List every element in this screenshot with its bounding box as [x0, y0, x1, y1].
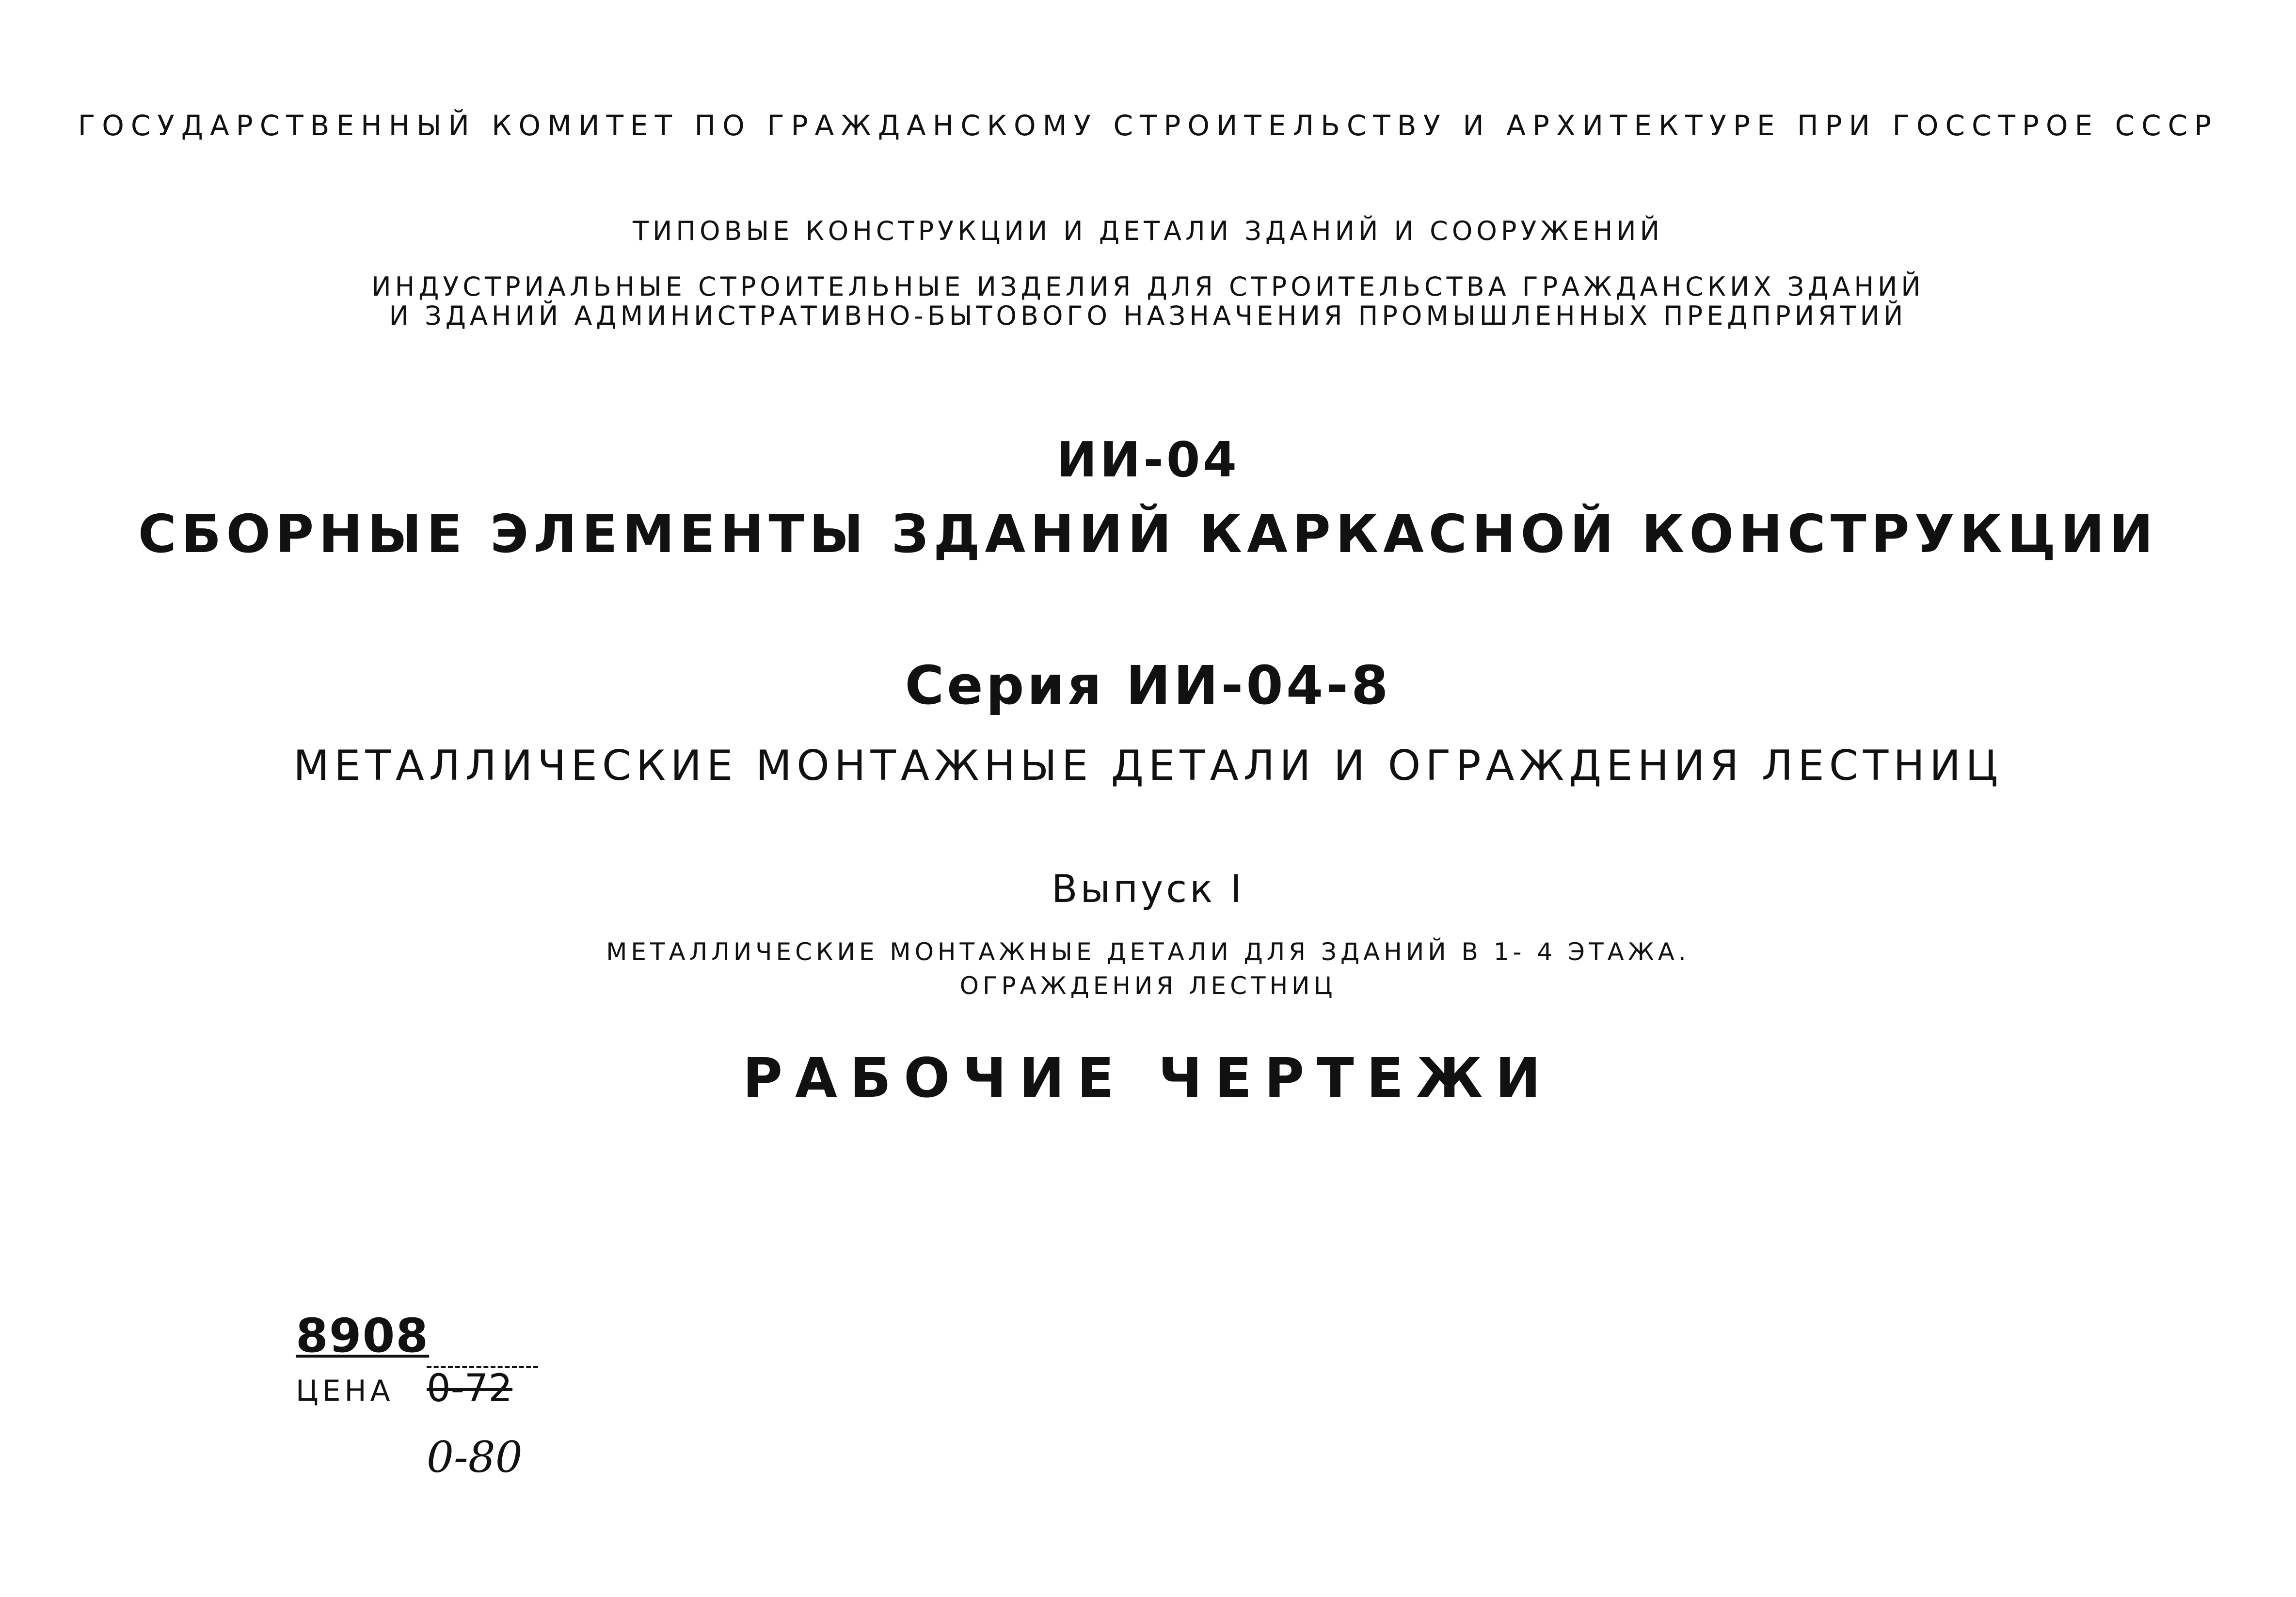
price-old-struck: 0-72 [427, 1367, 513, 1410]
committee-header: ГОСУДАРСТВЕННЫЙ КОМИТЕТ ПО ГРАЖДАНСКОМУ СТРОИТЕЛЬСТВУ И АРХИТЕКТУРЕ ПРИ ГОССТРОЕ СССР [78, 109, 2218, 142]
issue-description-line-1: МЕТАЛЛИЧЕСКИЕ МОНТАЖНЫЕ ДЕТАЛИ ДЛЯ ЗДАНИЙ В 1- 4 ЭТАЖА. [606, 938, 1690, 966]
price-label: ЦЕНА [296, 1374, 394, 1408]
industrial-line-1: ИНДУСТРИАЛЬНЫЕ СТРОИТЕЛЬНЫЕ ИЗДЕЛИЯ ДЛЯ СТРОИТЕЛЬСТВА ГРАЖДАНСКИХ ЗДАНИЙ [371, 271, 1925, 302]
stamp-number: 8908 [296, 1309, 430, 1363]
working-drawings-title: РАБОЧИЕ ЧЕРТЕЖИ [743, 1047, 1553, 1110]
series-title: МЕТАЛЛИЧЕСКИЕ МОНТАЖНЫЕ ДЕТАЛИ И ОГРАЖДЕНИЯ ЛЕСТНИЦ [293, 742, 2003, 790]
industrial-line-2: И ЗДАНИЙ АДМИНИСТРАТИВНО-БЫТОВОГО НАЗНАЧЕНИЯ ПРОМЫШЛЕННЫХ ПРЕДПРИЯТИЙ [389, 300, 1907, 331]
series-group-title: ТИПОВЫЕ КОНСТРУКЦИИ И ДЕТАЛИ ЗДАНИЙ И СООРУЖЕНИЙ [633, 216, 1663, 246]
catalog-code: ИИ-04 [1056, 431, 1240, 488]
main-title: СБОРНЫЕ ЭЛЕМЕНТЫ ЗДАНИЙ КАРКАСНОЙ КОНСТРУКЦИИ [138, 504, 2158, 565]
issue-label: Выпуск I [1051, 868, 1245, 911]
price-new-handwritten: 0-80 [427, 1432, 523, 1482]
issue-description-line-2: ОГРАЖДЕНИЯ ЛЕСТНИЦ [959, 972, 1337, 1000]
price-stamp [296, 1309, 567, 1493]
series-label: Серия ИИ-04-8 [905, 654, 1391, 716]
